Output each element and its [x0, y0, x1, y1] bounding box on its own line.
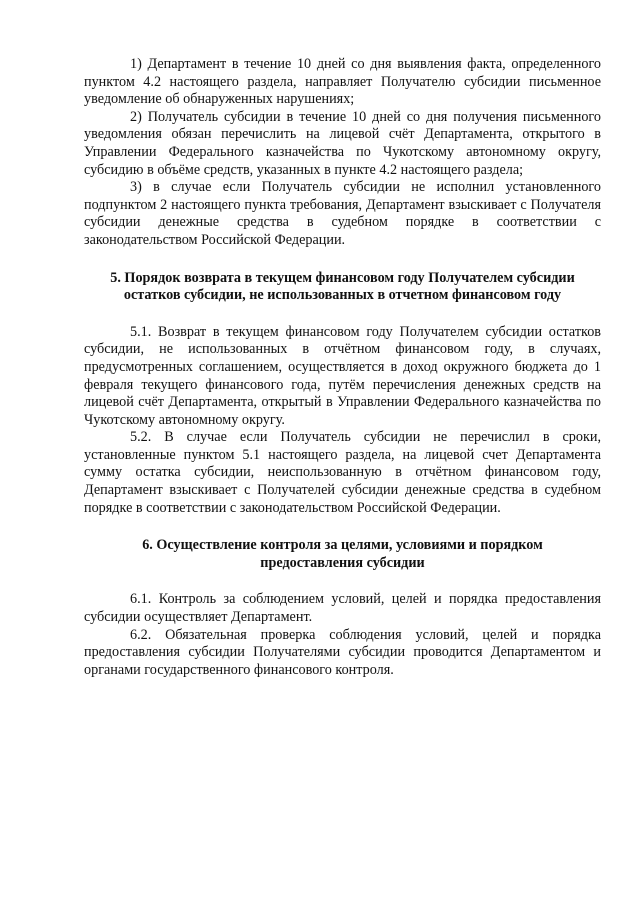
section-6-heading-line-2: предоставления субсидии: [260, 554, 425, 571]
section-5-heading-line-1: 5. Порядок возврата в текущем финансовом году Получателем субсидии: [110, 269, 575, 286]
section-6-heading: [84, 537, 601, 572]
paragraph-5-2: 5.2. В случае если Получатель субсидии не перечислил в сроки, установленные пунктом 5.1 настоящего раздела, на лицевой счет Департамента сумму остатка субсидии, неиспользованную в отчётном финансовом году, Департамент взыскивает с Получателей субсидии денежные средства в судебном порядке в соответствии с законодательством Российской Федерации.: [84, 429, 601, 516]
section-6-heading-line-1: 6. Осуществление контроля за целями, условиями и порядком: [142, 537, 543, 554]
section-5-heading-line-2: остатков субсидии, не использованных в отчетном финансовом году: [123, 287, 562, 304]
paragraph-6-1: 6.1. Контроль за соблюдением условий, целей и порядка предоставления субсидии осуществляет Департамент.: [84, 591, 601, 626]
paragraph-6-2: 6.2. Обязательная проверка соблюдения условий, целей и порядка предоставления субсидии Получателями субсидии проводится Департаментом и органами государственного финансового контроля.: [84, 626, 601, 678]
section-5-heading: [84, 270, 601, 305]
paragraph-5-1: 5.1. Возврат в текущем финансовом году Получателем субсидии остатков субсидии, не использованных в отчётном финансовом году, в случаях, предусмотренных соглашением, осуществляется в доход окружного бюджета до 1 февраля текущего финансового года, путём перечисления денежных средств на лицевой счёт Департамента, открытый в Управлении Федерального казначейства по Чукотскому автономному округу.: [84, 323, 601, 428]
list-item-1: 1) Департамент в течение 10 дней со дня выявления факта, определенного пунктом 4.2 настоящего раздела, направляет Получателю субсидии письменное уведомление об обнаруженных нарушениях;: [84, 56, 601, 108]
list-item-3: 3) в случае если Получатель субсидии не исполнил установленного подпунктом 2 настоящего пункта требования, Департамент взыскивает с Получателя субсидии денежные средства в судебном порядке в соответствии с законодательством Российской Федерации.: [84, 179, 601, 248]
list-item-2: 2) Получатель субсидии в течение 10 дней со дня получения письменного уведомления обязан перечислить на лицевой счёт Департамента, открытого в Управлении Федерального казначейства по Чукотскому автономному округу, субсидию в объёме средств, указанных в пункте 4.2 настоящего раздела;: [84, 108, 601, 178]
document-page: [84, 56, 601, 679]
